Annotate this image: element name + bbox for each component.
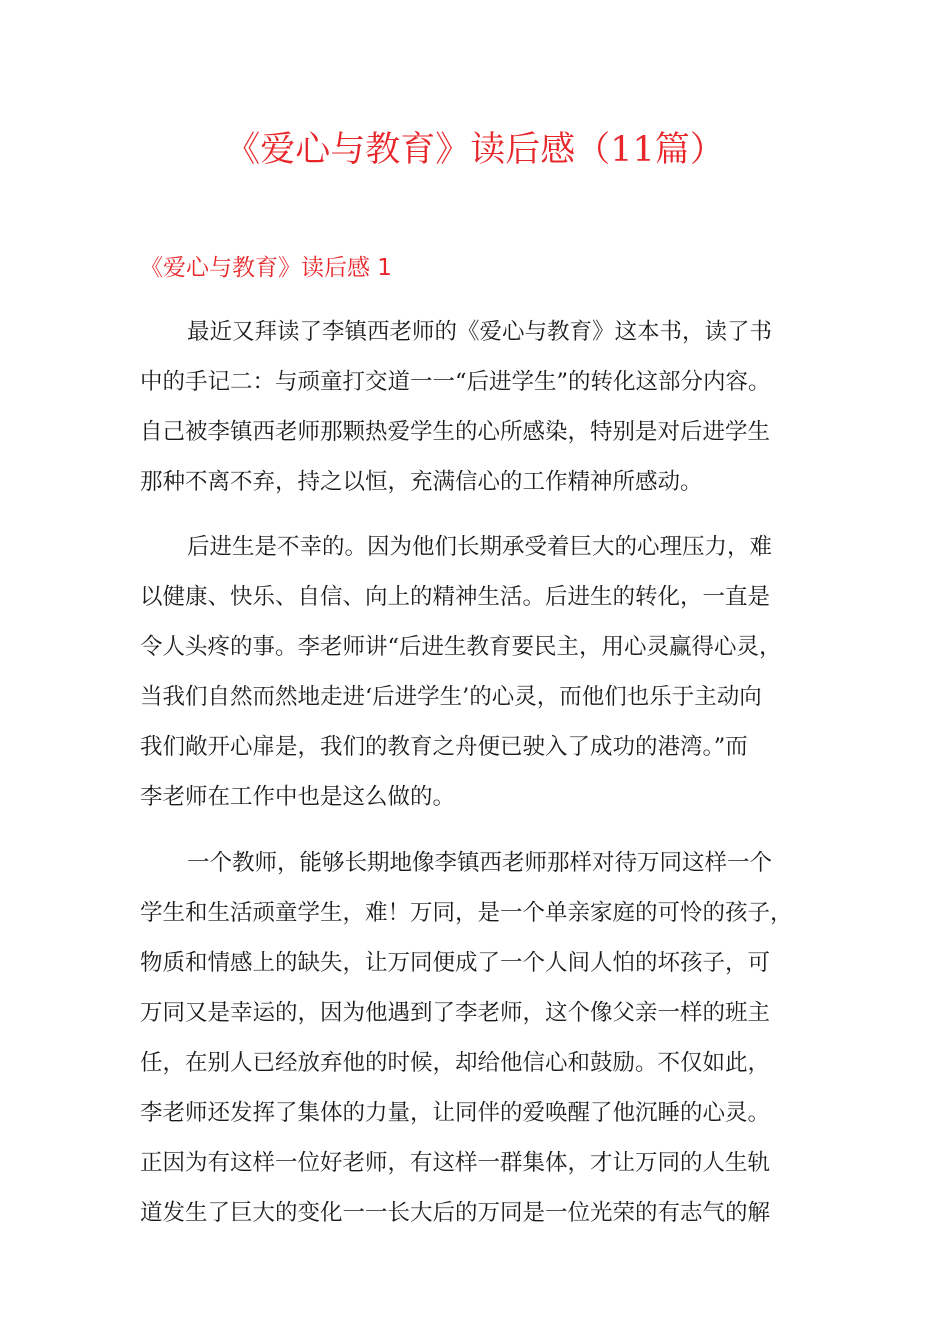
paragraph-line: 后进生是不幸的。因为他们长期承受着巨大的心理压力，难 [187,534,773,560]
paragraph-line: 那种不离不弃，持之以恒，充满信心的工作精神所感动。 [140,469,703,495]
paragraph-3 [140,838,840,1238]
paragraph-line: 令人头疼的事。李老师讲“后进生教育要民主，用心灵赢得心灵， [140,634,782,660]
paragraph-line: 物质和情感上的缺失，让万同便成了一个人间人怕的坏孩子，可 [140,950,771,976]
paragraph-line: 正因为有这样一位好老师，有这样一群集体，才让万同的人生轨 [140,1150,771,1176]
section-heading: 《爱心与教育》读后感 1 [140,255,392,281]
paragraph-line: 我们敞开心扉是，我们的教育之舟便已驶入了成功的港湾。”而 [140,734,748,760]
paragraph-2 [140,522,840,822]
paragraph-line: 学生和生活顽童学生，难！万同，是一个单亲家庭的可怜的孩子， [140,900,793,926]
paragraph-line: 任，在别人已经放弃他的时候，却给他信心和鼓励。不仅如此， [140,1050,771,1076]
paragraph-1 [140,307,840,507]
paragraph-line: 李老师在工作中也是这么做的。 [140,784,456,810]
paragraph-line: 中的手记二：与顽童打交道一一“后进学生”的转化这部分内容。 [140,369,771,395]
paragraph-line: 李老师还发挥了集体的力量，让同伴的爱唤醒了他沉睡的心灵。 [140,1100,771,1126]
paragraph-line: 万同又是幸运的，因为他遇到了李老师，这个像父亲一样的班主 [140,1000,771,1026]
paragraph-line: 以健康、快乐、自信、向上的精神生活。后进生的转化，一直是 [140,584,771,610]
paragraph-line: 道发生了巨大的变化一一长大后的万同是一位光荣的有志气的解 [140,1200,771,1226]
document-title: 《爱心与教育》读后感（11篇） [225,130,725,170]
paragraph-line: 一个教师，能够长期地像李镇西老师那样对待万同这样一个 [187,850,773,876]
paragraph-line: 自己被李镇西老师那颗热爱学生的心所感染，特别是对后进学生 [140,419,771,445]
paragraph-line: 最近又拜读了李镇西老师的《爱心与教育》这本书，读了书 [187,319,773,345]
paragraph-line: 当我们自然而然地走进‘后进学生’的心灵，而他们也乐于主动向 [140,684,762,710]
